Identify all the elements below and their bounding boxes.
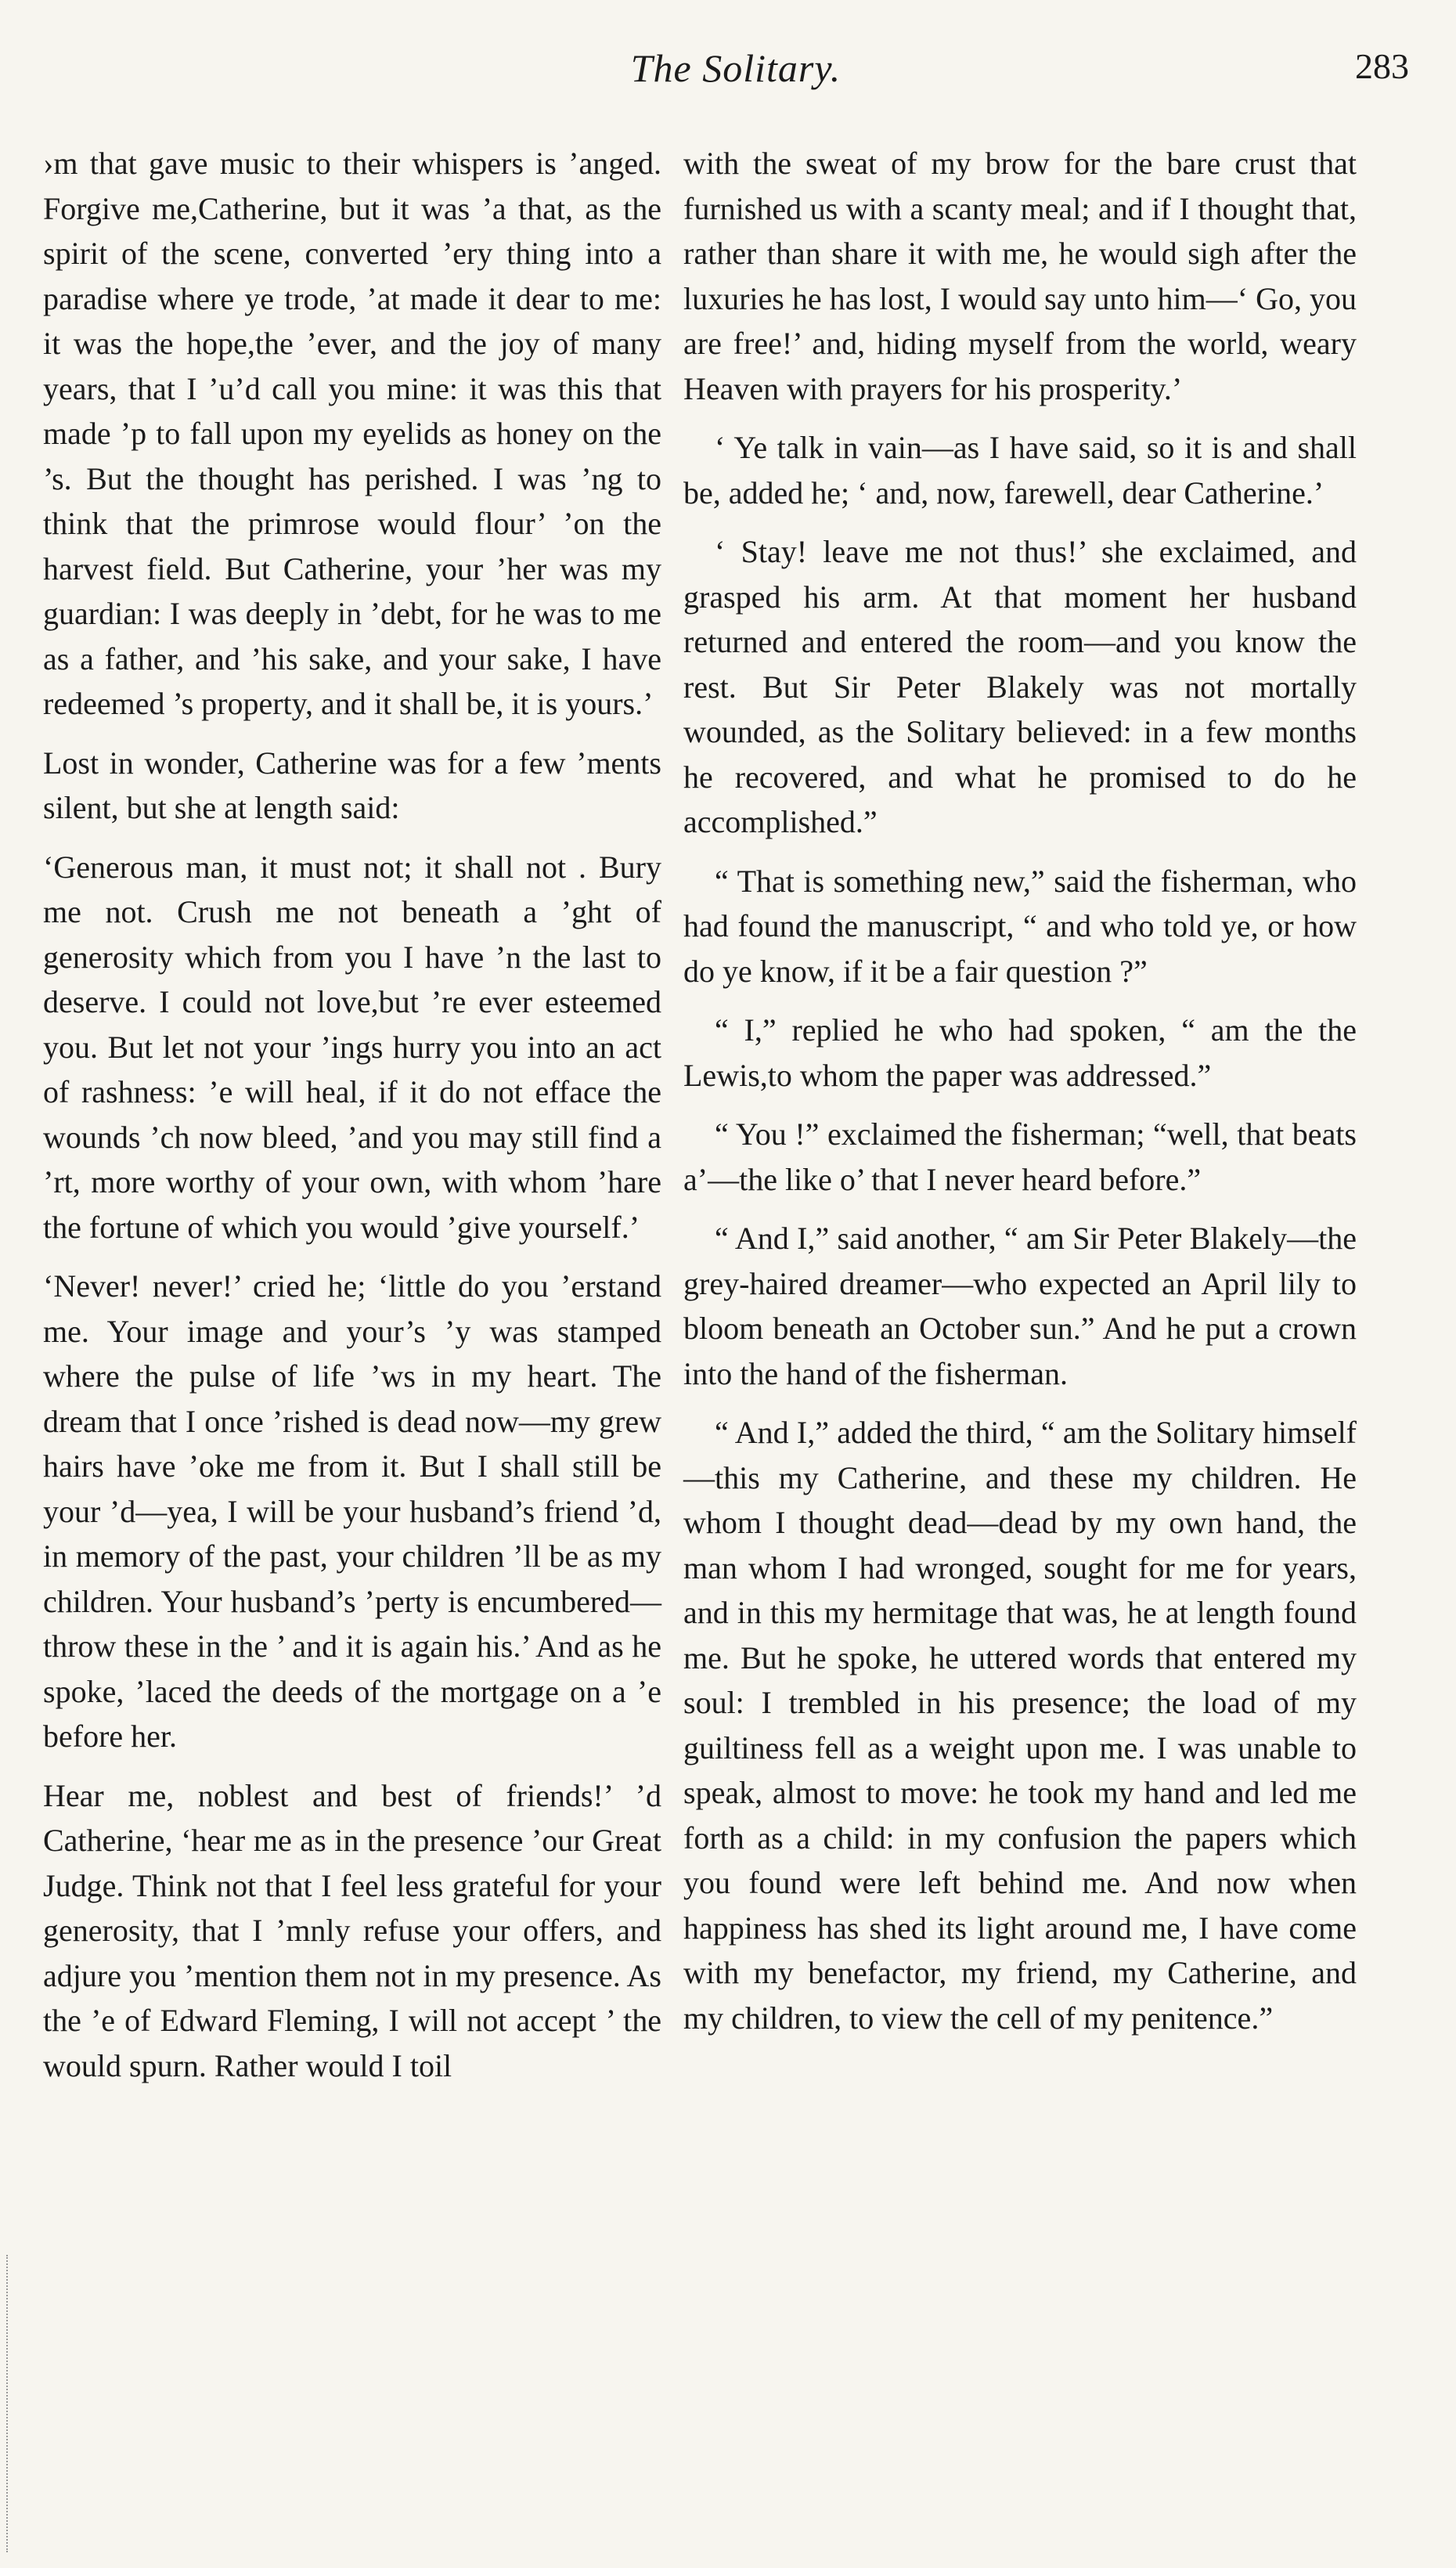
- paragraph: ‘Never! never!’ cried he; ‘little do you ’erstand me. Your image and your’s ’y was stamped where the pulse of life ’ws in my heart. The dream that I once ’rished is dead now—my grew hairs have ’oke me from it. But I shall still be your ’d—yea, I will be your husband’s friend ’d, in memory of the past, your children ’ll be as my children. Your husband’s ’perty is encumbered—throw these in the ’ and it is again his.’ And as he spoke, ’laced the deeds of the mortgage on a ’e before her.: [43, 1268, 661, 1754]
- paragraph: “ You !” exclaimed the fisherman; “well, that beats a’—the like o’ that I never heard before.”: [683, 1116, 1357, 1197]
- left-column: [43, 141, 661, 2102]
- paragraph: Hear me, noblest and best of friends!’ ’d Catherine, ‘hear me as in the presence ’our Great Judge. Think not that I feel less grateful for your generosity, that I ’mnly refuse your offers, and adjure you ’mention them not in my presence. As the ’e of Edward Fleming, I will not accept ’ the would spurn. Rather would I toil: [43, 1777, 661, 2083]
- paragraph: with the sweat of my brow for the bare crust that furnished us with a scanty meal; and if I thought that, rather than share it with me, he would sigh after the luxuries he has lost, I would say unto him—‘ Go, you are free!’ and, hiding myself from the world, weary Heaven with prayers for his prosperity.’: [683, 146, 1357, 406]
- paragraph: “ I,” replied he who had spoken, “ am the the Lewis,to whom the paper was addressed.”: [683, 1012, 1357, 1093]
- right-column: [683, 141, 1357, 2054]
- page-header: [47, 45, 1425, 108]
- page-number: 283: [1355, 46, 1409, 86]
- paragraph: “ And I,” added the third, “ am the Solitary himself—this my Catherine, and these my children. He whom I thought dead—dead by my own hand, the man whom I had wronged, sought for me for years, and in this my hermitage that was, he at length found me. But he spoke, he uttered words that entered my soul: I trembled in his presence; the load of my guiltiness fell as a weight upon me. I was unable to speak, almost to move: he took my hand and led me forth as a child: in my confusion the papers which you found were left behind me. And now when happiness has shed its light around me, I have come with my benefactor, my friend, my Catherine, and my children, to view the cell of my penitence.”: [683, 1415, 1357, 2036]
- running-title: The Solitary.: [630, 46, 842, 90]
- paragraph: ‘ Stay! leave me not thus!’ she exclaimed, and grasped his arm. At that moment her husband returned and entered the room—and you know the rest. But Sir Peter Blakely was not mortally wounded, as the Solitary believed: in a few months he recovered, and what he promised to do he accomplished.”: [683, 534, 1357, 839]
- paragraph: Lost in wonder, Catherine was for a few ’ments silent, but she at length said:: [43, 745, 661, 825]
- paragraph: ‘Generous man, it must not; it shall not . Bury me not. Crush me not beneath a ’ght of generosity which from you I have ’n the last to deserve. I could not love,but ’re ever esteemed you. But let not your ’ings hurry you into an act of rashness: ’e will heal, if it do not efface the wounds ’ch now bleed, ’and you may still find a ’rt, more worthy of your own, with whom ’hare the fortune of which you would ’give yourself.’: [43, 849, 661, 1245]
- paragraph: ›m that gave music to their whispers is ’anged. Forgive me,Catherine, but it was ’a that, as the spirit of the scene, converted ’ery thing into a paradise where ye trode, ’at made it dear to me: it was the hope,the ’ever, and the joy of many years, that I ’u’d call you mine: it was this that made ’p to fall upon my eyelids as honey on the ’s. But the thought has perished. I was ’ng to think that the primrose would flour’ ’on the harvest field. But Catherine, your ’her was my guardian: I was deeply in ’debt, for he was to me as a father, and ’his sake, and your sake, I have redeemed ’s property, and it shall be, it is yours.’: [43, 146, 661, 721]
- paragraph: “ That is something new,” said the fisherman, who had found the manuscript, “ and who told ye, or how do ye know, if it be a fair question ?”: [683, 863, 1357, 989]
- scan-gutter-marks: [6, 2255, 23, 2552]
- paragraph: “ And I,” said another, “ am Sir Peter Blakely—the grey-haired dreamer—who expected an April lily to bloom beneath an October sun.” And he put a crown into the hand of the fisherman.: [683, 1221, 1357, 1391]
- paragraph: ‘ Ye talk in vain—as I have said, so it is and shall be, added he; ‘ and, now, farewell, dear Catherine.’: [683, 430, 1357, 510]
